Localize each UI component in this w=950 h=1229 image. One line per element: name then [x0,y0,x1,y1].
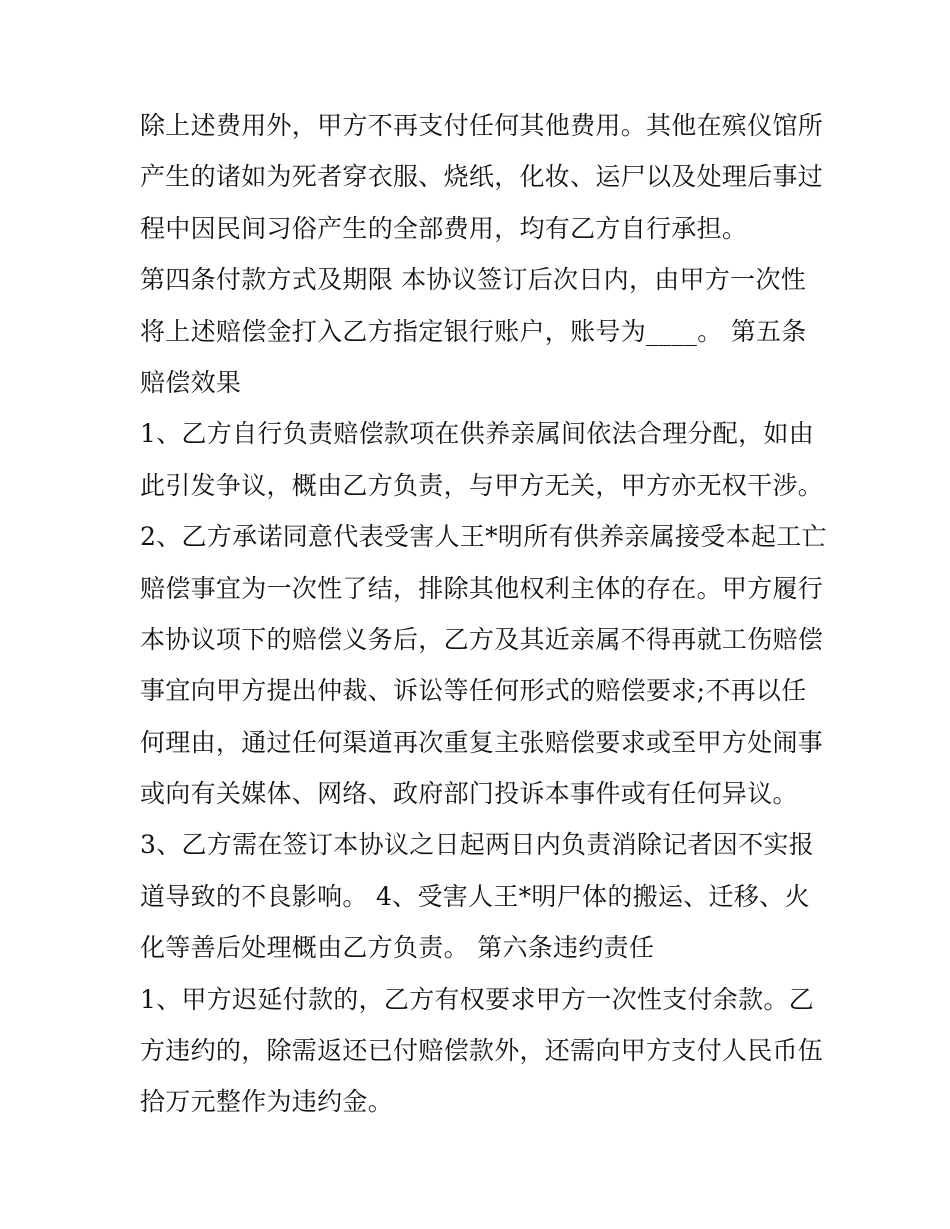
text-line: 事宜向甲方提出仲裁、诉讼等任何形式的赔偿要求;不再以任 [140,676,807,706]
text-line: 赔偿事宜为一次性了结，排除其他权利主体的存在。甲方履行 [140,573,824,603]
text-line: 或向有关媒体、网络、政府部门投诉本事件或有任何异议。 [140,779,798,809]
text-line: 1、乙方自行负责赔偿款项在供养亲属间依法合理分配，如由 [140,419,815,449]
text-line: 化等善后处理概由乙方负责。 第六条违约责任 [140,933,655,963]
text-line: 此引发争议，概由乙方负责，与甲方无关，甲方亦无权干涉。 [140,470,824,500]
text-line: 赔偿效果 [140,367,242,397]
text-line: 除上述费用外，甲方不再支付任何其他费用。其他在殡仪馆所 [140,111,824,140]
text-line: 本协议项下的赔偿义务后，乙方及其近亲属不得再就工伤赔偿 [140,624,824,654]
text-line: 道导致的不良影响。 4、受害人王*明尸体的搬运、迁移、火 [140,881,810,911]
text-line: 程中因民间习俗产生的全部费用，均有乙方自行承担。 [140,213,748,243]
text-line: 第四条付款方式及期限 本协议签订后次日内，由甲方一次性 [140,265,807,295]
text-line: 3、乙方需在签订本协议之日起两日内负责消除记者因不实报 [140,830,815,860]
text-line: 方违约的，除需返还已付赔偿款外，还需向甲方支付人民币伍 [140,1036,824,1066]
text-line: 2、乙方承诺同意代表受害人王*明所有供养亲属接受本起工亡 [140,522,827,552]
text-line: 1、甲方迟延付款的，乙方有权要求甲方一次性支付余款。乙 [140,984,815,1014]
text-line: 何理由，通过任何渠道再次重复主张赔偿要求或至甲方处闹事 [140,727,824,757]
body-text [140,100,827,1128]
text-line: 将上述赔偿金打入乙方指定银行账户，账号为____。 第五条 [140,316,807,346]
text-line: 产生的诸如为死者穿衣服、烧纸，化妆、运尸以及处理后事过 [140,162,824,192]
text-line: 拾万元整作为违约金。 [140,1087,394,1117]
